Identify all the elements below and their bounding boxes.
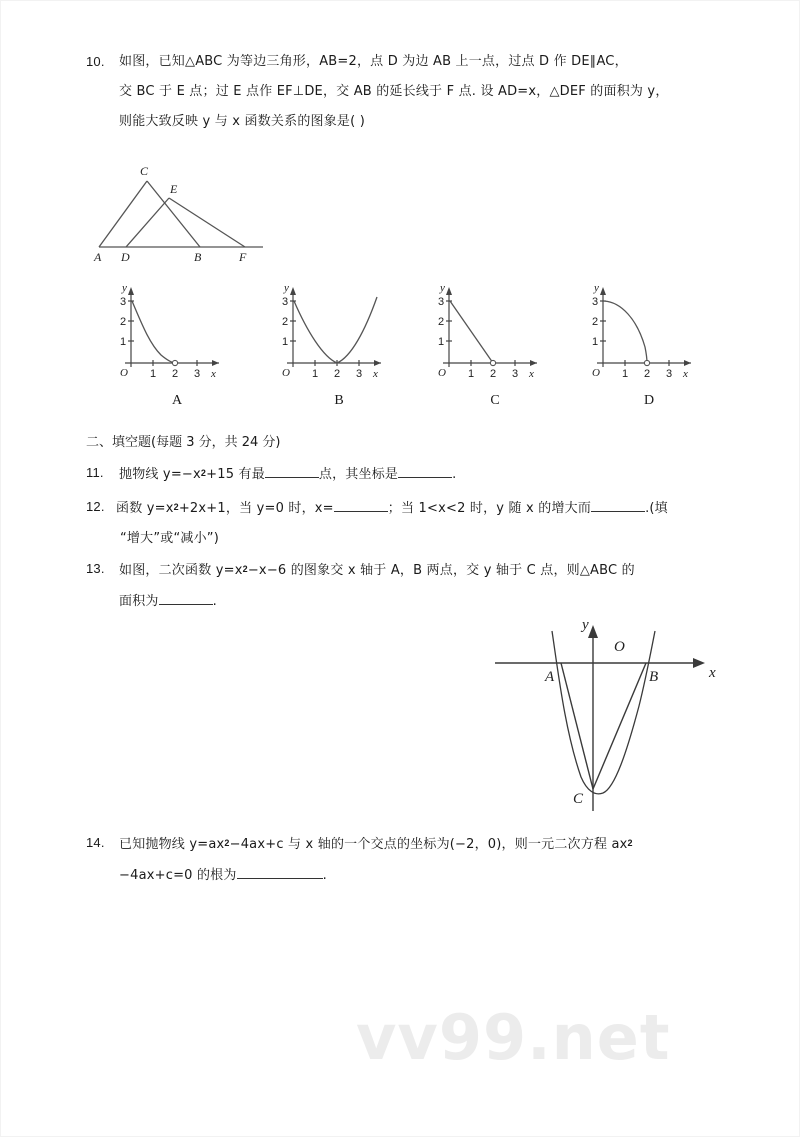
q13-exponent: 2 bbox=[242, 564, 248, 574]
q11-answer-blank-2[interactable] bbox=[398, 477, 452, 478]
question-13 bbox=[86, 554, 756, 617]
q14-exponent-1: 2 bbox=[224, 838, 230, 848]
q11-text-a: 抛物线 y=−x bbox=[119, 467, 201, 482]
question-10 bbox=[86, 47, 746, 137]
question-10-body bbox=[119, 47, 746, 137]
svg-text:2: 2 bbox=[592, 316, 599, 328]
option-graph-d bbox=[583, 277, 713, 382]
svg-text:O: O bbox=[282, 367, 290, 379]
svg-text:2: 2 bbox=[120, 316, 127, 328]
option-label-c: C bbox=[490, 393, 500, 408]
question-11 bbox=[86, 458, 746, 490]
question-13-line-1 bbox=[119, 554, 756, 586]
question-12-line-1 bbox=[116, 492, 766, 524]
q13-line2-b: . bbox=[212, 594, 217, 609]
question-12 bbox=[86, 492, 766, 554]
q11-answer-blank-1[interactable] bbox=[265, 477, 319, 478]
question-12-line-2: “增大”或“减小”) bbox=[120, 531, 220, 546]
svg-text:B: B bbox=[194, 250, 202, 264]
svg-text:C: C bbox=[140, 164, 149, 178]
svg-text:1: 1 bbox=[622, 368, 629, 380]
question-10-line-2: 交 BC 于 E 点；过 E 点作 EF⊥DE，交 AB 的延长线于 F 点. 设 AD=x，△DEF 的面积为 y， bbox=[119, 84, 669, 99]
q11-exponent: 2 bbox=[200, 468, 207, 478]
svg-text:1: 1 bbox=[592, 336, 599, 348]
option-label-b: B bbox=[334, 393, 344, 408]
svg-text:y: y bbox=[594, 282, 599, 294]
question-11-line-1 bbox=[119, 458, 746, 490]
q13-answer-blank[interactable] bbox=[159, 604, 213, 605]
q13-line2-a: 面积为 bbox=[119, 594, 159, 609]
svg-text:3: 3 bbox=[356, 368, 363, 380]
svg-text:1: 1 bbox=[120, 336, 127, 348]
geometry-figure-triangle bbox=[87, 159, 277, 264]
svg-text:3: 3 bbox=[592, 296, 599, 308]
svg-text:2: 2 bbox=[644, 368, 651, 380]
svg-text:D: D bbox=[121, 250, 130, 264]
option-label-a: A bbox=[171, 393, 183, 408]
question-12-number: 12. bbox=[86, 499, 105, 514]
svg-text:A: A bbox=[94, 250, 102, 264]
watermark: vv99.net bbox=[356, 1001, 671, 1074]
q12-answer-blank-1[interactable] bbox=[334, 511, 388, 512]
svg-text:O: O bbox=[438, 367, 446, 379]
question-10-number: 10. bbox=[86, 54, 105, 69]
svg-text:2: 2 bbox=[172, 368, 179, 380]
q14-line2-a: −4ax+c=0 的根为 bbox=[119, 868, 237, 883]
svg-text:O: O bbox=[120, 367, 128, 379]
option-graph-b bbox=[273, 277, 403, 382]
svg-text:O: O bbox=[592, 367, 600, 379]
svg-text:x: x bbox=[373, 368, 378, 380]
option-label-d: D bbox=[643, 393, 655, 408]
svg-text:2: 2 bbox=[282, 316, 289, 328]
q11-text-b: +15 有最 bbox=[206, 467, 265, 482]
svg-text:3: 3 bbox=[120, 296, 127, 308]
q14-answer-blank[interactable] bbox=[237, 878, 323, 879]
parabola-y-axis-label: y bbox=[582, 617, 589, 633]
question-14-line-2 bbox=[119, 860, 766, 891]
q12-text-a: 函数 y=x bbox=[116, 501, 174, 516]
parabola-point-a-label: A bbox=[545, 669, 555, 685]
q13-text-b: −x−6 的图象交 x 轴于 A，B 两点，交 y 轴于 C 点，则△ABC 的 bbox=[247, 563, 635, 578]
section-heading-fill-in-blank: 二、填空题(每题 3 分，共 24 分) bbox=[86, 435, 281, 450]
parabola-figure-q13 bbox=[469, 611, 739, 816]
svg-text:x: x bbox=[683, 368, 688, 380]
question-10-line-3: 则能大致反映 y 与 x 函数关系的图象是( ) bbox=[119, 114, 365, 129]
parabola-x-axis-label: x bbox=[709, 665, 716, 681]
svg-text:3: 3 bbox=[194, 368, 201, 380]
question-14-body bbox=[119, 828, 766, 891]
question-12-body bbox=[116, 492, 766, 554]
svg-text:2: 2 bbox=[438, 316, 445, 328]
svg-text:x: x bbox=[529, 368, 534, 380]
question-14-line-1 bbox=[119, 828, 766, 860]
svg-text:1: 1 bbox=[282, 336, 289, 348]
svg-text:y: y bbox=[122, 282, 127, 294]
parabola-origin-label: O bbox=[614, 639, 625, 655]
svg-text:1: 1 bbox=[312, 368, 319, 380]
q12-exponent: 2 bbox=[173, 502, 179, 512]
svg-text:1: 1 bbox=[468, 368, 475, 380]
svg-text:y: y bbox=[284, 282, 289, 294]
q12-text-d: .(填 bbox=[645, 501, 668, 516]
svg-text:1: 1 bbox=[438, 336, 445, 348]
q13-text-a: 如图，二次函数 y=x bbox=[119, 563, 243, 578]
question-11-number: 11. bbox=[86, 465, 104, 480]
svg-text:3: 3 bbox=[512, 368, 519, 380]
question-11-body bbox=[119, 458, 746, 490]
q12-answer-blank-2[interactable] bbox=[591, 511, 645, 512]
q11-text-c: 点，其坐标是 bbox=[318, 467, 399, 482]
q14-text-b: −4ax+c 与 x 轴的一个交点的坐标为(−2，0)，则一元二次方程 ax bbox=[229, 837, 628, 852]
parabola-point-c-label: C bbox=[573, 791, 584, 807]
svg-text:3: 3 bbox=[282, 296, 289, 308]
svg-text:F: F bbox=[239, 250, 247, 264]
q12-text-b: +2x+1，当 y=0 时，x= bbox=[178, 501, 334, 516]
q14-exponent-2: 2 bbox=[627, 838, 633, 848]
question-14-number: 14. bbox=[86, 835, 105, 850]
q12-text-c: ；当 1<x<2 时，y 随 x 的增大而 bbox=[387, 501, 592, 516]
svg-text:2: 2 bbox=[490, 368, 497, 380]
svg-text:y: y bbox=[440, 282, 445, 294]
svg-text:3: 3 bbox=[438, 296, 445, 308]
option-graph-c bbox=[429, 277, 559, 382]
svg-text:1: 1 bbox=[150, 368, 157, 380]
parabola-point-b-label: B bbox=[649, 669, 659, 685]
svg-text:3: 3 bbox=[666, 368, 673, 380]
q14-line2-b: . bbox=[322, 868, 327, 883]
q11-text-d: . bbox=[452, 467, 457, 482]
svg-text:E: E bbox=[170, 182, 178, 196]
svg-text:x: x bbox=[211, 368, 216, 380]
q14-text-a: 已知抛物线 y=ax bbox=[119, 837, 225, 852]
question-13-body bbox=[119, 554, 756, 617]
question-14 bbox=[86, 828, 766, 891]
option-graph-a bbox=[111, 277, 241, 382]
question-13-number: 13. bbox=[86, 561, 105, 576]
question-10-line-1: 如图，已知△ABC 为等边三角形，AB=2，点 D 为边 AB 上一点，过点 D 作 DE∥AC， bbox=[119, 54, 628, 69]
svg-text:2: 2 bbox=[334, 368, 341, 380]
